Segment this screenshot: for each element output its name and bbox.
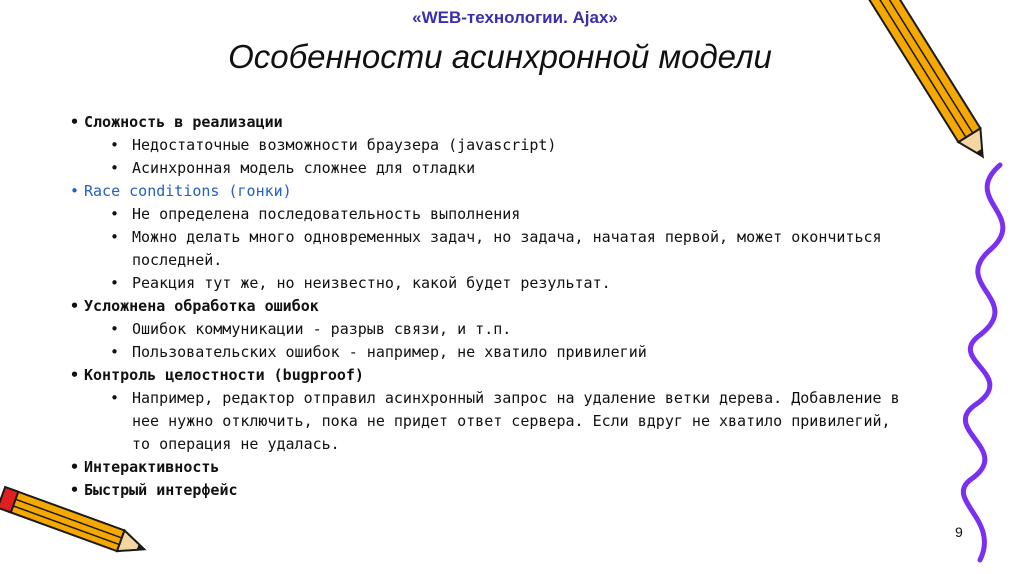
sub-bullet-item: • Пользовательских ошибок - например, не хватило привилегий [70,341,910,364]
bullet-item: • Контроль целостности (bugproof) [70,364,910,387]
pencil-icon-bottom [0,485,160,570]
sub-bullet-item: • Ошибок коммуникации - разрыв связи, и т.п. [70,318,910,341]
bullet-list [70,111,910,502]
pencil-icon-top [868,0,995,166]
bullet-item: • Усложнена обработка ошибок [70,295,910,318]
slide-header: «WEB-технологии. Ajax» [412,8,618,27]
sub-bullet-item: • Недостаточные возможности браузера (javascript) [70,134,910,157]
sub-bullet-item: • Асинхронная модель сложнее для отладки [70,157,910,180]
bullet-item: • Быстрый интерфейс [70,479,910,502]
sub-bullet-item: • Не определена последовательность выполнения [70,203,910,226]
bullet-item: • Сложность в реализации [70,111,910,134]
slide-title: Особенности асинхронной модели [228,38,772,75]
sub-bullet-item: • Можно делать много одновременных задач, но задача, начатая первой, может окончиться последней. [70,226,910,272]
sub-bullet-item: • Реакция тут же, но неизвестно, какой будет результат. [70,272,910,295]
pencil-squiggle-graphic [850,0,1024,574]
sub-bullet-item: • Например, редактор отправил асинхронный запрос на удаление ветки дерева. Добавление в нее нужно отключить, пока не придет ответ сервера. Если вдруг не хватило привилегий, то операция не удалась. [70,387,910,456]
bullet-item: • Race conditions (гонки) [70,180,910,203]
page-number: 9 [955,524,963,540]
squiggle-line [963,165,1002,560]
bullet-item: • Интерактивность [70,456,910,479]
